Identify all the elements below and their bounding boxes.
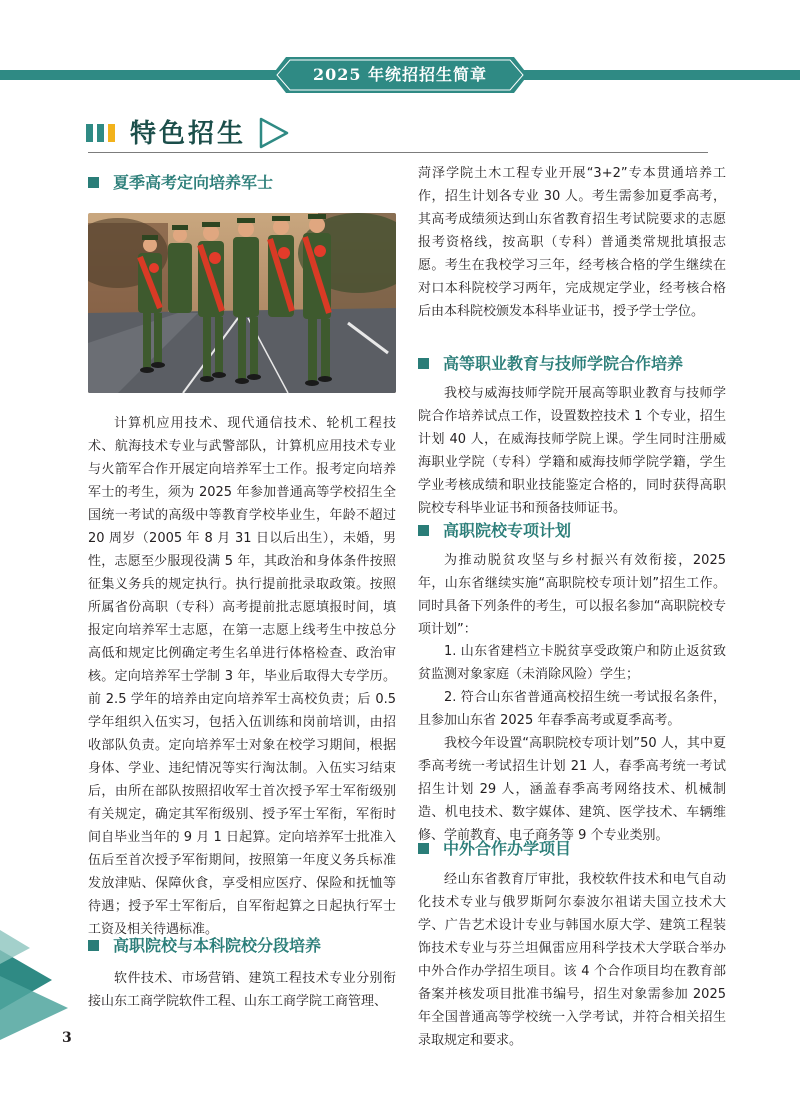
paragraph-sino-foreign-body: 经山东省教育厅审批，我校软件技术和电气自动化技术专业与俄罗斯阿尔泰波尔祖诺夫国立技术大学、广告艺术设计专业与韩国水原大学、建筑工程装饰技术专业与芬兰坦佩雷应用科学技术大学联合举办中外合作办学招生项目。该 4 个合作项目均在教育部备案并核发项目批准书编号，招生对象需参加 2025 年全国普通高等学校统一入学考试，并符合相关招生录取规定和要求。 [418,872,726,1048]
paragraph-segmented-continued: 菏泽学院土木工程专业开展“3+2”专本贯通培养工作，招生计划各专业 30 人。考生需参加夏季高考，其高考成绩须达到山东省教育招生考试院要求的志愿报考资格线，按高职（专科）普通类常规批填报志愿。考生在我校学习三年，经考核合格的学生继续在对口本科院校学习两年，完成规定学业，经考核合格后由本科院校颁发本科毕业证书，授予学士学位。 [418,166,726,319]
subheading-special-plan: 高职院校专项计划 [418,519,571,543]
subheading-segmented-training: 高职院校与本科院校分段培养 [88,934,321,958]
subheading-sino-foreign: 中外合作办学项目 [418,837,571,861]
section-bars-icon [86,122,122,144]
section-title: 特色招生 [130,119,247,149]
paragraph-special-plan-intro: 为推动脱贫攻坚与乡村振兴有效衔接，2025 年，山东省继续实施“高职院校专项计划”招生工作。同时具备下列条件的考生，可以报名参加“高职院校专项计划”： [418,553,726,637]
paragraph-segmented-body: 软件技术、市场营销、建筑工程技术专业分别衔接山东工商学院软件工程、山东工商学院工商管理、 [88,971,396,1009]
paragraph-military-body: 计算机应用技术、现代通信技术、轮机工程技术、航海技术专业与武警部队，计算机应用技术专业与火箭军合作开展定向培养军士工作。报考定向培养军士的考生，须为 2025 年参加普通高等学校招生全国统一考试的高级中等教育学校毕业生，年龄不超过 20 周岁（2005 年 8 月 31 日以后出生），未婚，男性，志愿至少服现役满 5 年，其政治和身体条件按照征集义务兵的规定执行。执行提前批录取政策。按照所属省份高职（专科）高考提前批志愿填报时间，填报定向培养军士志愿，在第一志愿上线考生中按总分高低和规定比例确定考生名单进行体格检查、政治审核。定向培养军士学制 3 年，毕业后取得大专学历。前 2.5 学年的培养由定向培养军士高校负责；后 0.5 学年组织入伍实习，包括入伍训练和岗前培训，由招收部队负责。定向培养军士对象在校学习期间，根据身体、学业、违纪情况等实行淘汰制。入伍实习结束后，由所在部队按照招收军士首次授予军士军衔级别有关规定，确定其军衔级别、授予军士军衔，军衔时间自毕业当年的 9 月 1 日起算。定向培养军士批准入伍后至首次授予军衔期间，按照第一年度义务兵标准发放津贴、保障伙食，享受相应医疗、保险和抚恤等待遇；授予军士军衔后，自军衔起算之日起执行军士工资及相关待遇标准。 [88,416,396,937]
play-arrow-icon [258,116,290,150]
bullet-square-icon [418,358,429,369]
corner-decoration [0,930,70,1040]
subheading-military: 夏季高考定向培养军士 [88,171,273,195]
bullet-square-icon [418,843,429,854]
paragraph-special-plan-cond1: 1. 山东省建档立卡脱贫享受政策户和防止返贫致贫监测对象家庭（未消除风险）学生； [418,644,726,682]
bullet-square-icon [88,177,99,188]
bullet-square-icon [418,525,429,536]
bullet-square-icon [88,940,99,951]
paragraph-technician-body: 我校与威海技师学院开展高等职业教育与技师学院合作培养试点工作，设置数控技术 1 个专业，招生计划 40 人，在威海技师学院上课。学生同时注册威海职业学院（专科）学籍和威海技师学院学籍，学生学业考核成绩和职业技能鉴定合格的，同时获得高职院校专科毕业证书和预备技师证书。 [418,386,726,516]
paragraph-special-plan-quota: 我校今年设置“高职院校专项计划”50 人，其中夏季高考统一考试招生计划 21 人，春季高考统一考试招生计划 29 人，涵盖春季高考网络技术、机械制造、机电技术、数字媒体、建筑、医学技术、车辆维修、学前教育、电子商务等 9 个专业类别。 [418,736,726,843]
page-number: 3 [62,1030,72,1046]
section-divider [88,152,708,153]
paragraph-special-plan-cond2: 2. 符合山东省普通高校招生统一考试报名条件，且参加山东省 2025 年春季高考或夏季高考。 [418,690,726,728]
header-title: 2025 年统招招生简章 [312,65,488,84]
photo-soldiers [88,213,396,393]
subheading-technician-college: 高等职业教育与技师学院合作培养 [418,352,683,376]
